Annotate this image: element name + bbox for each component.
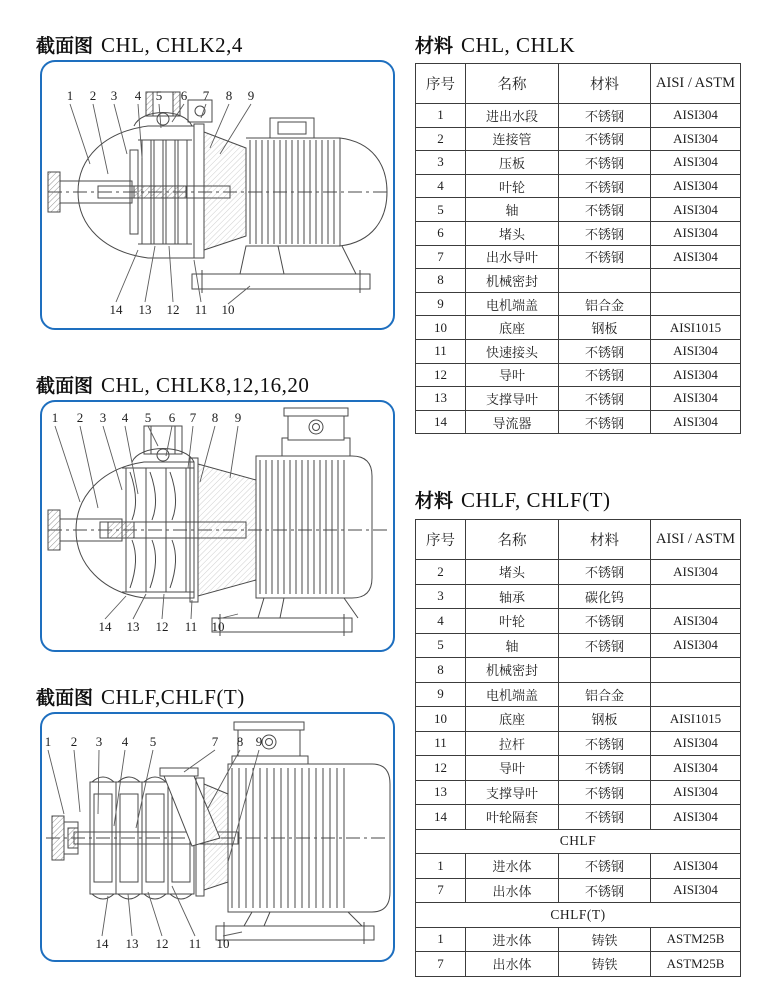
materials-table-chlf bbox=[415, 519, 741, 977]
cell-standard: AISI304 bbox=[651, 854, 741, 879]
cell-part-name: 压板 bbox=[466, 151, 559, 175]
header-material: 材料 bbox=[559, 520, 651, 560]
cell-standard: AISI304 bbox=[651, 731, 741, 756]
cell-index: 12 bbox=[416, 756, 466, 781]
group-label: CHLF bbox=[416, 829, 741, 854]
callout-14: 14 bbox=[98, 619, 112, 634]
cell-part-name: 电机端盖 bbox=[466, 292, 559, 316]
table-row bbox=[416, 221, 741, 245]
cell-part-name: 支撑导叶 bbox=[466, 387, 559, 411]
callout-13: 13 bbox=[138, 302, 152, 317]
callout-2: 2 bbox=[89, 88, 97, 103]
table-body-chlf-t bbox=[416, 927, 741, 976]
table-row bbox=[416, 198, 741, 222]
callout-7: 7 bbox=[189, 410, 197, 425]
group-label-chlf bbox=[416, 829, 741, 854]
cell-standard bbox=[651, 269, 741, 293]
cell-material: 铸铁 bbox=[559, 952, 651, 977]
callout-7: 7 bbox=[211, 734, 219, 749]
cell-standard: AISI304 bbox=[651, 387, 741, 411]
cell-part-name: 轴 bbox=[466, 633, 559, 658]
callout-10: 10 bbox=[211, 619, 225, 634]
callout-7: 7 bbox=[202, 88, 210, 103]
header-standard: AISI / ASTM bbox=[651, 520, 741, 560]
callout-10: 10 bbox=[216, 936, 230, 951]
section-title-model: CHL, CHLK2,4 bbox=[101, 33, 243, 57]
cell-material: 不锈钢 bbox=[559, 339, 651, 363]
group-label-row bbox=[416, 829, 741, 854]
group-label-chlf-t bbox=[416, 903, 741, 928]
table-row bbox=[416, 658, 741, 683]
callout-11: 11 bbox=[188, 936, 202, 951]
group-label-row bbox=[416, 903, 741, 928]
callout-4: 4 bbox=[134, 88, 142, 103]
cell-material: 铸铁 bbox=[559, 927, 651, 952]
cell-standard bbox=[651, 584, 741, 609]
header-index: 序号 bbox=[416, 64, 466, 104]
header-standard: AISI / ASTM bbox=[651, 64, 741, 104]
cell-index: 6 bbox=[416, 221, 466, 245]
materials-title-model: CHL, CHLK bbox=[461, 33, 576, 57]
table-row bbox=[416, 756, 741, 781]
table-row bbox=[416, 410, 741, 434]
cell-standard bbox=[651, 682, 741, 707]
cell-index: 13 bbox=[416, 780, 466, 805]
cell-standard: AISI304 bbox=[651, 174, 741, 198]
cell-material: 不锈钢 bbox=[559, 410, 651, 434]
table-row bbox=[416, 269, 741, 293]
table-row bbox=[416, 682, 741, 707]
cell-material bbox=[559, 269, 651, 293]
section-title-model: CHLF,CHLF(T) bbox=[101, 685, 245, 709]
callout-4: 4 bbox=[121, 734, 129, 749]
cell-material bbox=[559, 658, 651, 683]
table-row bbox=[416, 339, 741, 363]
cell-standard: AISI304 bbox=[651, 151, 741, 175]
callout-6: 6 bbox=[180, 88, 188, 103]
callout-5: 5 bbox=[155, 88, 163, 103]
callout-12: 12 bbox=[155, 619, 169, 634]
table-row bbox=[416, 805, 741, 830]
cell-material: 不锈钢 bbox=[559, 878, 651, 903]
cell-part-name: 叶轮 bbox=[466, 174, 559, 198]
table-row bbox=[416, 387, 741, 411]
cell-material: 不锈钢 bbox=[559, 387, 651, 411]
cell-standard: AISI304 bbox=[651, 363, 741, 387]
callout-3: 3 bbox=[110, 88, 118, 103]
cell-part-name: 导流器 bbox=[466, 410, 559, 434]
section-title-prefix: 截面图 bbox=[36, 688, 94, 709]
cell-material: 铝合金 bbox=[559, 682, 651, 707]
cell-material: 不锈钢 bbox=[559, 633, 651, 658]
cell-part-name: 连接管 bbox=[466, 127, 559, 151]
cell-material: 不锈钢 bbox=[559, 731, 651, 756]
cell-standard: AISI304 bbox=[651, 878, 741, 903]
cell-index: 7 bbox=[416, 245, 466, 269]
callout-8: 8 bbox=[225, 88, 233, 103]
callout-5: 5 bbox=[144, 410, 152, 425]
diagram-box-chl-chlk8 bbox=[40, 400, 395, 652]
cell-material: 不锈钢 bbox=[559, 363, 651, 387]
callout-10: 10 bbox=[221, 302, 235, 317]
cell-material: 不锈钢 bbox=[559, 151, 651, 175]
diagram-box-chl-chlk24 bbox=[40, 60, 395, 330]
cell-standard: AISI1015 bbox=[651, 707, 741, 732]
table-header-row bbox=[416, 64, 741, 104]
table-row bbox=[416, 560, 741, 585]
cell-part-name: 叶轮 bbox=[466, 609, 559, 634]
cell-part-name: 底座 bbox=[466, 316, 559, 340]
pump-cross-section-chl-chlk24 bbox=[42, 62, 393, 328]
callout-8: 8 bbox=[211, 410, 219, 425]
callout-5: 5 bbox=[149, 734, 157, 749]
cell-standard: ASTM25B bbox=[651, 952, 741, 977]
cell-standard: AISI304 bbox=[651, 221, 741, 245]
table-row bbox=[416, 584, 741, 609]
cell-standard: AISI304 bbox=[651, 756, 741, 781]
cell-index: 7 bbox=[416, 878, 466, 903]
materials-title-prefix: 材料 bbox=[415, 491, 454, 512]
cell-index: 7 bbox=[416, 952, 466, 977]
table-row bbox=[416, 127, 741, 151]
cell-standard: AISI304 bbox=[651, 410, 741, 434]
section-title-chlf bbox=[36, 683, 245, 710]
pump-line-art bbox=[48, 92, 387, 293]
cell-index: 5 bbox=[416, 633, 466, 658]
cell-part-name: 机械密封 bbox=[466, 658, 559, 683]
cell-standard: AISI304 bbox=[651, 339, 741, 363]
cell-index: 2 bbox=[416, 560, 466, 585]
cell-material: 铝合金 bbox=[559, 292, 651, 316]
cell-standard: AISI304 bbox=[651, 560, 741, 585]
cell-index: 3 bbox=[416, 151, 466, 175]
cell-part-name: 出水体 bbox=[466, 952, 559, 977]
callout-3: 3 bbox=[99, 410, 107, 425]
table-body bbox=[416, 104, 741, 434]
cell-index: 8 bbox=[416, 269, 466, 293]
callout-1: 1 bbox=[44, 734, 52, 749]
cell-material: 不锈钢 bbox=[559, 174, 651, 198]
cell-standard: AISI304 bbox=[651, 780, 741, 805]
cell-index: 4 bbox=[416, 174, 466, 198]
cell-part-name: 导叶 bbox=[466, 363, 559, 387]
cell-index: 12 bbox=[416, 363, 466, 387]
callout-1: 1 bbox=[66, 88, 74, 103]
cell-part-name: 轴承 bbox=[466, 584, 559, 609]
callout-9: 9 bbox=[255, 734, 263, 749]
cell-standard: AISI304 bbox=[651, 609, 741, 634]
cell-part-name: 拉杆 bbox=[466, 731, 559, 756]
cell-material: 不锈钢 bbox=[559, 245, 651, 269]
cell-standard: ASTM25B bbox=[651, 927, 741, 952]
cell-index: 3 bbox=[416, 584, 466, 609]
cell-standard: AISI304 bbox=[651, 104, 741, 128]
cell-standard: AISI1015 bbox=[651, 316, 741, 340]
header-index: 序号 bbox=[416, 520, 466, 560]
table-body-chlf bbox=[416, 854, 741, 903]
table-row bbox=[416, 707, 741, 732]
cell-part-name: 电机端盖 bbox=[466, 682, 559, 707]
cell-material: 不锈钢 bbox=[559, 756, 651, 781]
cell-standard: AISI304 bbox=[651, 127, 741, 151]
cell-index: 9 bbox=[416, 682, 466, 707]
cell-index: 14 bbox=[416, 805, 466, 830]
cell-material: 不锈钢 bbox=[559, 127, 651, 151]
cell-index: 9 bbox=[416, 292, 466, 316]
table-body-common bbox=[416, 560, 741, 830]
cell-part-name: 叶轮隔套 bbox=[466, 805, 559, 830]
section-title-prefix: 截面图 bbox=[36, 36, 94, 57]
cell-standard bbox=[651, 658, 741, 683]
pump-cross-section-chlf bbox=[42, 714, 393, 960]
callout-leader-lines-bottom bbox=[116, 246, 250, 304]
header-material: 材料 bbox=[559, 64, 651, 104]
materials-title-prefix: 材料 bbox=[415, 36, 454, 57]
cell-index: 8 bbox=[416, 658, 466, 683]
cell-part-name: 出水导叶 bbox=[466, 245, 559, 269]
cell-index: 11 bbox=[416, 731, 466, 756]
table-row bbox=[416, 952, 741, 977]
callout-11: 11 bbox=[184, 619, 198, 634]
cell-material: 不锈钢 bbox=[559, 104, 651, 128]
cell-material: 不锈钢 bbox=[559, 609, 651, 634]
materials-table-chl-chlk bbox=[415, 63, 741, 434]
header-part-name: 名称 bbox=[466, 64, 559, 104]
cell-material: 不锈钢 bbox=[559, 560, 651, 585]
table-row bbox=[416, 245, 741, 269]
cell-material: 不锈钢 bbox=[559, 221, 651, 245]
callout-1: 1 bbox=[51, 410, 59, 425]
cell-standard: AISI304 bbox=[651, 245, 741, 269]
callout-13: 13 bbox=[125, 936, 139, 951]
cell-index: 1 bbox=[416, 104, 466, 128]
cell-material: 不锈钢 bbox=[559, 805, 651, 830]
cell-part-name: 进出水段 bbox=[466, 104, 559, 128]
materials-title-chlf bbox=[415, 486, 611, 513]
pump-line-art bbox=[48, 408, 387, 636]
table-row bbox=[416, 927, 741, 952]
callout-12: 12 bbox=[166, 302, 180, 317]
diagram-box-chlf bbox=[40, 712, 395, 962]
pump-line-art bbox=[46, 722, 390, 944]
materials-title-chl-chlk bbox=[415, 31, 575, 58]
table-row bbox=[416, 633, 741, 658]
cell-index: 14 bbox=[416, 410, 466, 434]
cell-index: 13 bbox=[416, 387, 466, 411]
section-title-prefix: 截面图 bbox=[36, 376, 94, 397]
cell-standard: AISI304 bbox=[651, 633, 741, 658]
cell-part-name: 堵头 bbox=[466, 560, 559, 585]
cell-index: 11 bbox=[416, 339, 466, 363]
cell-index: 10 bbox=[416, 316, 466, 340]
callout-6: 6 bbox=[168, 410, 176, 425]
cell-index: 4 bbox=[416, 609, 466, 634]
callout-3: 3 bbox=[95, 734, 103, 749]
section-title-model: CHL, CHLK8,12,16,20 bbox=[101, 373, 310, 397]
cell-standard: AISI304 bbox=[651, 198, 741, 222]
cell-index: 2 bbox=[416, 127, 466, 151]
callout-12: 12 bbox=[155, 936, 169, 951]
cell-part-name: 堵头 bbox=[466, 221, 559, 245]
pump-cross-section-chl-chlk8 bbox=[42, 402, 393, 650]
table-row bbox=[416, 731, 741, 756]
callout-9: 9 bbox=[234, 410, 242, 425]
section-title-chl-chlk24 bbox=[36, 31, 243, 58]
materials-title-model: CHLF, CHLF(T) bbox=[461, 488, 611, 512]
header-part-name: 名称 bbox=[466, 520, 559, 560]
cell-part-name: 支撑导叶 bbox=[466, 780, 559, 805]
cell-standard bbox=[651, 292, 741, 316]
callout-14: 14 bbox=[95, 936, 109, 951]
cell-part-name: 底座 bbox=[466, 707, 559, 732]
table-row bbox=[416, 878, 741, 903]
table-row bbox=[416, 780, 741, 805]
cell-material: 钢板 bbox=[559, 316, 651, 340]
table-row bbox=[416, 151, 741, 175]
cell-part-name: 进水体 bbox=[466, 927, 559, 952]
cell-material: 不锈钢 bbox=[559, 198, 651, 222]
cell-material: 钢板 bbox=[559, 707, 651, 732]
group-label: CHLF(T) bbox=[416, 903, 741, 928]
table-header-row bbox=[416, 520, 741, 560]
cell-part-name: 机械密封 bbox=[466, 269, 559, 293]
table-row bbox=[416, 609, 741, 634]
table-row bbox=[416, 854, 741, 879]
cell-index: 1 bbox=[416, 854, 466, 879]
cell-part-name: 导叶 bbox=[466, 756, 559, 781]
cell-index: 1 bbox=[416, 927, 466, 952]
cell-part-name: 轴 bbox=[466, 198, 559, 222]
table-row bbox=[416, 316, 741, 340]
callout-2: 2 bbox=[76, 410, 84, 425]
callout-11: 11 bbox=[194, 302, 208, 317]
callout-14: 14 bbox=[109, 302, 123, 317]
cell-index: 5 bbox=[416, 198, 466, 222]
cell-material: 不锈钢 bbox=[559, 854, 651, 879]
callout-2: 2 bbox=[70, 734, 78, 749]
table-row bbox=[416, 292, 741, 316]
table-row bbox=[416, 363, 741, 387]
cell-material: 碳化钨 bbox=[559, 584, 651, 609]
cell-material: 不锈钢 bbox=[559, 780, 651, 805]
cell-index: 10 bbox=[416, 707, 466, 732]
cell-part-name: 进水体 bbox=[466, 854, 559, 879]
callout-4: 4 bbox=[121, 410, 129, 425]
callout-8: 8 bbox=[236, 734, 244, 749]
callout-9: 9 bbox=[247, 88, 255, 103]
table-row bbox=[416, 104, 741, 128]
callout-13: 13 bbox=[126, 619, 140, 634]
cell-part-name: 出水体 bbox=[466, 878, 559, 903]
table-row bbox=[416, 174, 741, 198]
cell-standard: AISI304 bbox=[651, 805, 741, 830]
cell-part-name: 快速接头 bbox=[466, 339, 559, 363]
section-title-chl-chlk8 bbox=[36, 371, 309, 398]
